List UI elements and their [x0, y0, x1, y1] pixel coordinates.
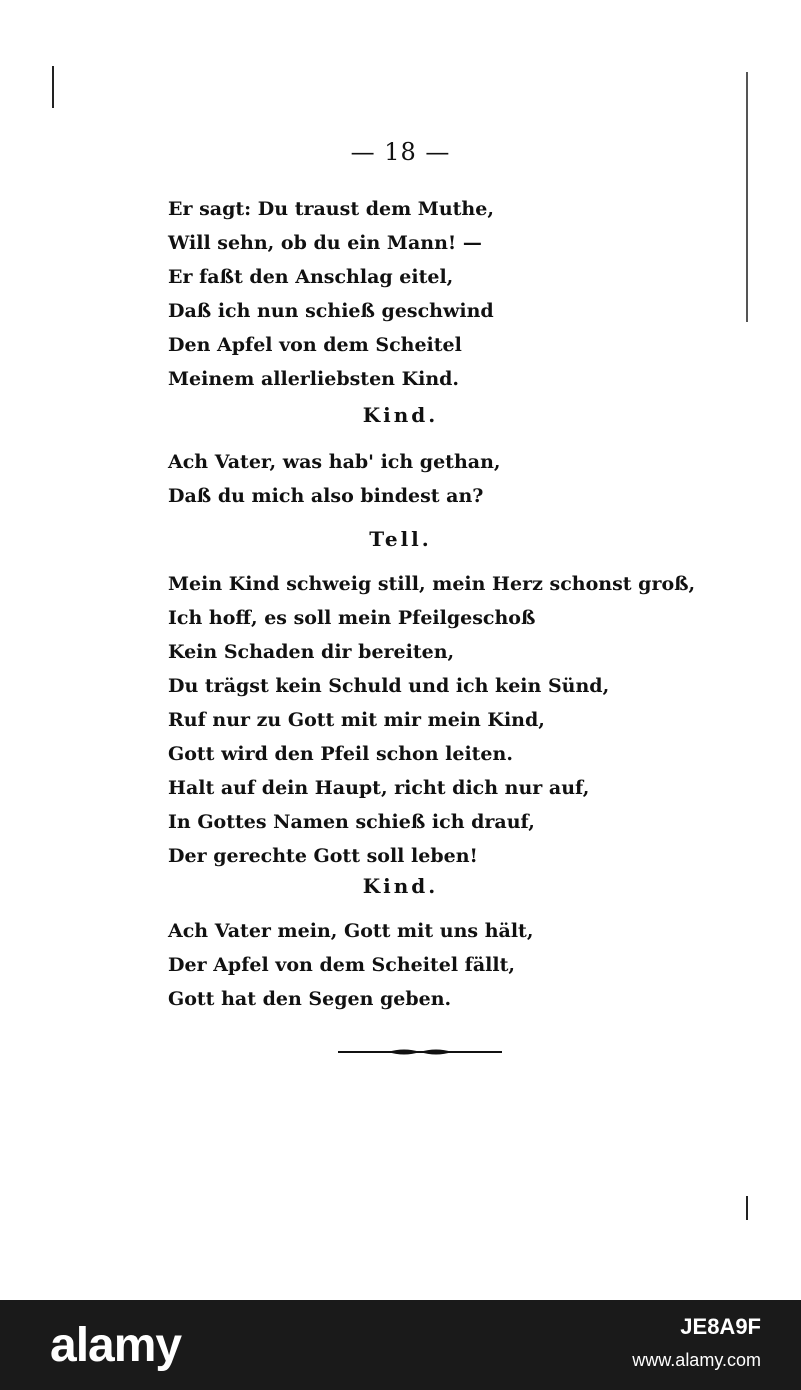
- watermark-footer: [0, 1300, 801, 1390]
- verse-line: Daß ich nun schieß geschwind: [168, 300, 494, 322]
- verse-line: Ich hoff, es soll mein Pfeilgeschoß: [168, 607, 536, 629]
- verse-line: Gott hat den Segen geben.: [168, 988, 452, 1010]
- verse-line: Kein Schaden dir bereiten,: [168, 641, 455, 663]
- stanza-2: [168, 445, 608, 513]
- watermark-logo: alamy: [50, 1319, 182, 1372]
- verse-line: Will sehn, ob du ein Mann! —: [168, 232, 482, 254]
- verse-line: Meinem allerliebsten Kind.: [168, 368, 460, 390]
- verse-line: Halt auf dein Haupt, richt dich nur auf,: [168, 777, 590, 799]
- verse-line: Du trägst kein Schuld und ich kein Sünd,: [168, 675, 610, 697]
- stanza-1: [168, 192, 608, 396]
- left-margin-mark: [52, 66, 54, 108]
- verse-line: Den Apfel von dem Scheitel: [168, 334, 462, 356]
- verse-line: Der Apfel von dem Scheitel fällt,: [168, 954, 515, 976]
- page-number: — 18 —: [350, 138, 451, 166]
- stanza-4: [168, 914, 608, 1016]
- speaker-heading: Tell.: [369, 527, 432, 551]
- verse-line: Er faßt den Anschlag eitel,: [168, 266, 454, 288]
- verse-line: Ach Vater mein, Gott mit uns hält,: [168, 920, 534, 942]
- verse-line: Gott wird den Pfeil schon leiten.: [168, 743, 513, 765]
- watermark-url: www.alamy.com: [632, 1350, 761, 1370]
- image-id-label: JE8A9F: [680, 1314, 761, 1339]
- verse-line: Daß du mich also bindest an?: [168, 485, 484, 507]
- speaker-heading: Kind.: [362, 874, 439, 898]
- closing-ornament: [338, 1046, 502, 1058]
- verse-line: Ruf nur zu Gott mit mir mein Kind,: [168, 709, 545, 731]
- right-margin-mark: [746, 72, 748, 322]
- speaker-heading: Kind.: [362, 403, 439, 427]
- verse-line: Ach Vater, was hab' ich gethan,: [168, 451, 501, 473]
- verse-line: Er sagt: Du traust dem Muthe,: [168, 198, 494, 220]
- right-margin-mark-lower: [746, 1196, 748, 1220]
- verse-line: Mein Kind schweig still, mein Herz schonst groß,: [168, 573, 696, 595]
- verse-line: In Gottes Namen schieß ich drauf,: [168, 811, 535, 833]
- stanza-3: [168, 567, 696, 873]
- verse-line: Der gerechte Gott soll leben!: [168, 845, 478, 867]
